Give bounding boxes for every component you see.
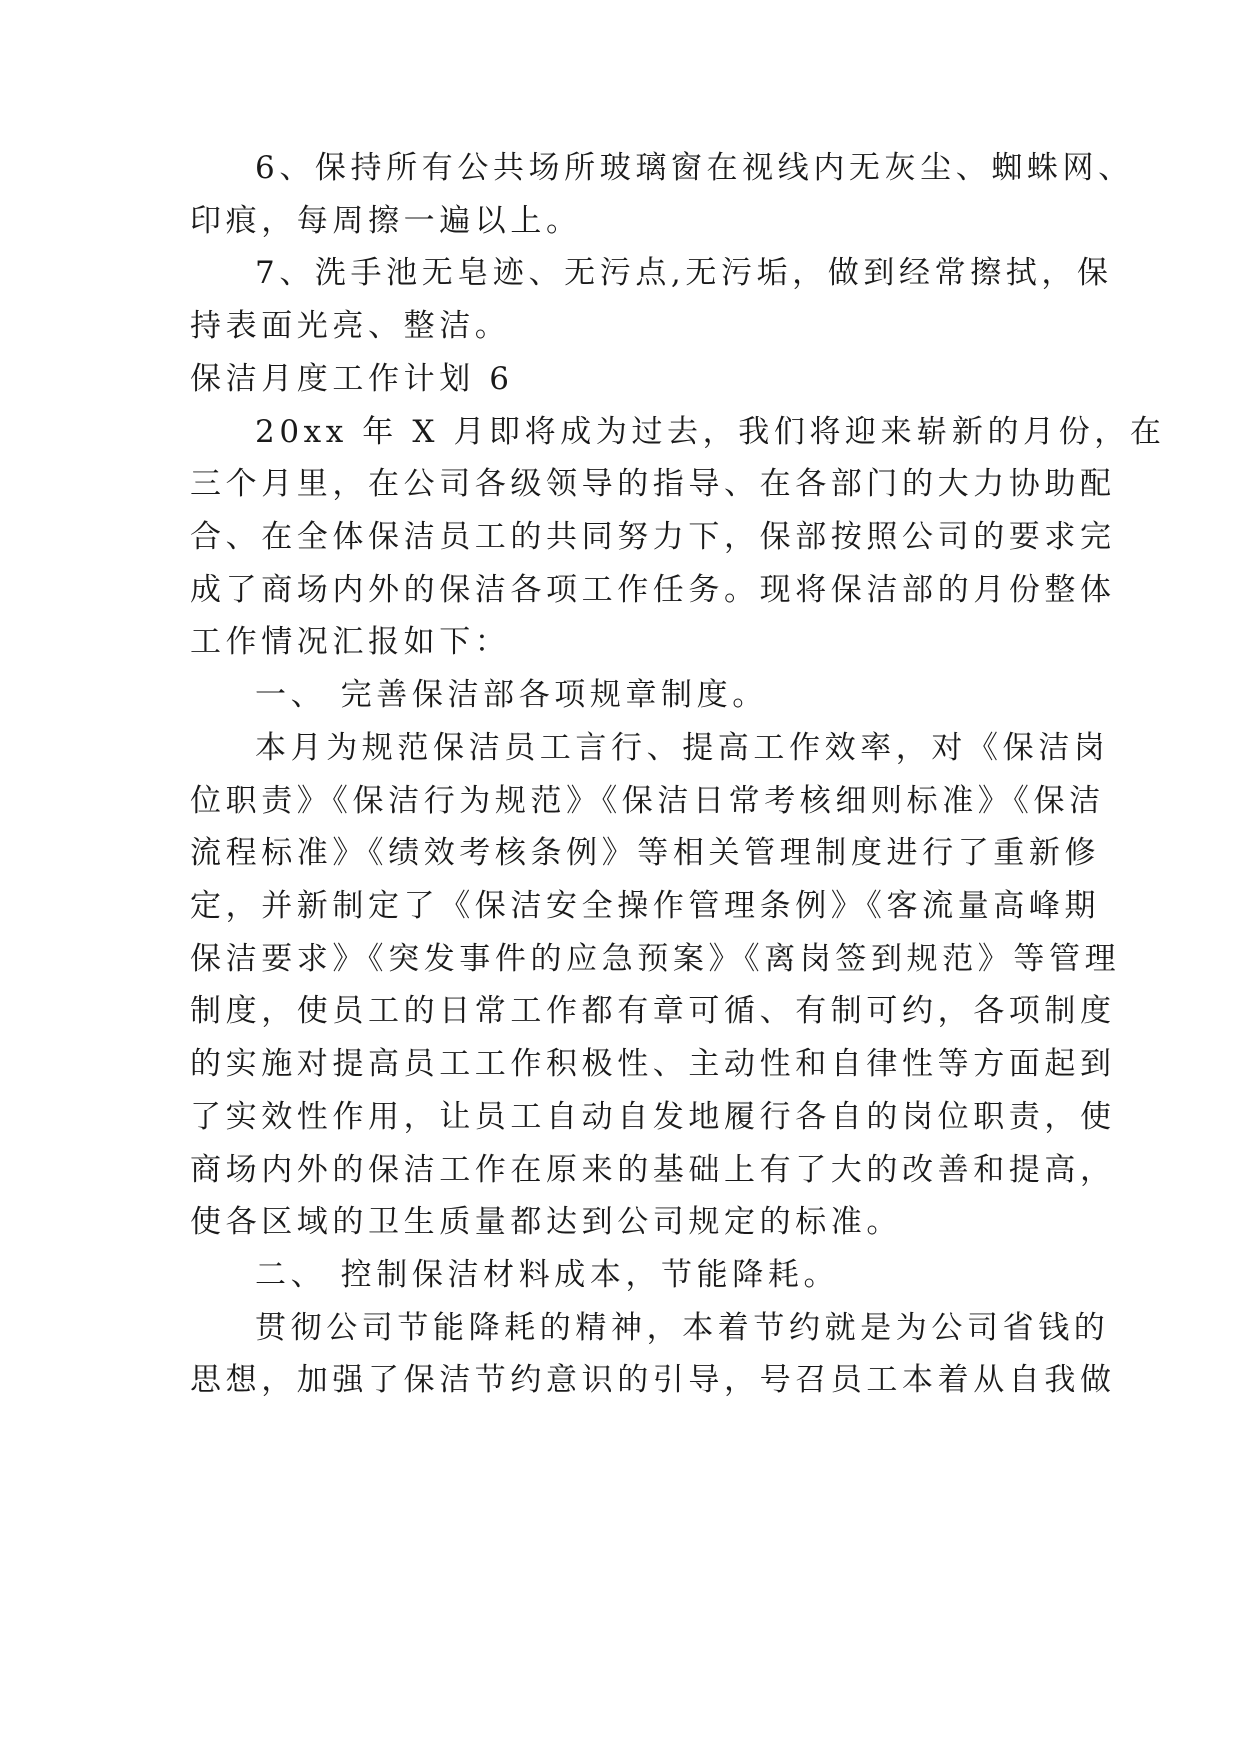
text-line: 工作情况汇报如下： <box>190 624 511 660</box>
text-line: 贯彻公司节能降耗的精神，本着节约就是为公司省钱的 <box>255 1310 1110 1346</box>
text-line: 流程标准》《绩效考核条例》等相关管理制度进行了重新修 <box>190 835 1101 871</box>
text-line: 制度，使员工的日常工作都有章可循、有制可约，各项制度 <box>190 993 1116 1029</box>
text-line: 7、洗手池无皂迹、无污点,无污垢，做到经常擦拭，保 <box>255 255 1113 291</box>
text-line: 思想，加强了保洁节约意识的引导，号召员工本着从自我做 <box>190 1362 1116 1398</box>
text-line: 本月为规范保洁员工言行、提高工作效率，对《保洁岗 <box>255 730 1110 766</box>
text-line: 位职责》《保洁行为规范》《保洁日常考核细则标准》《保洁 <box>190 783 1105 819</box>
text-line: 合、在全体保洁员工的共同努力下，保部按照公司的要求完 <box>190 519 1116 555</box>
text-line: 印痕，每周擦一遍以上。 <box>190 203 582 239</box>
text-line: 持表面光亮、整洁。 <box>190 308 511 344</box>
subheading-one: 一、 完善保洁部各项规章制度。 <box>255 677 768 713</box>
text-line: 保洁要求》《突发事件的应急预案》《离岗签到规范》等管理 <box>190 941 1121 977</box>
text-line: 三个月里，在公司各级领导的指导、在各部门的大力协助配 <box>190 466 1116 502</box>
text-line: 20xx 年 X 月即将成为过去，我们将迎来崭新的月份，在 <box>255 414 1166 450</box>
text-line: 成了商场内外的保洁各项工作任务。现将保洁部的月份整体 <box>190 572 1116 608</box>
text-line: 6、保持所有公共场所玻璃窗在视线内无灰尘、蜘蛛网、 <box>255 150 1134 186</box>
text-line: 定，并新制定了《保洁安全操作管理条例》《客流量高峰期 <box>190 888 1101 924</box>
subheading-two: 二、 控制保洁材料成本，节能降耗。 <box>255 1257 840 1293</box>
text-line: 了实效性作用，让员工自动自发地履行各自的岗位职责，使 <box>190 1099 1116 1135</box>
section-heading: 保洁月度工作计划 6 <box>190 361 514 397</box>
text-line: 商场内外的保洁工作在原来的基础上有了大的改善和提高， <box>190 1152 1116 1188</box>
text-line: 使各区域的卫生质量都达到公司规定的标准。 <box>190 1204 902 1240</box>
text-line: 的实施对提高员工工作积极性、主动性和自律性等方面起到 <box>190 1046 1116 1082</box>
